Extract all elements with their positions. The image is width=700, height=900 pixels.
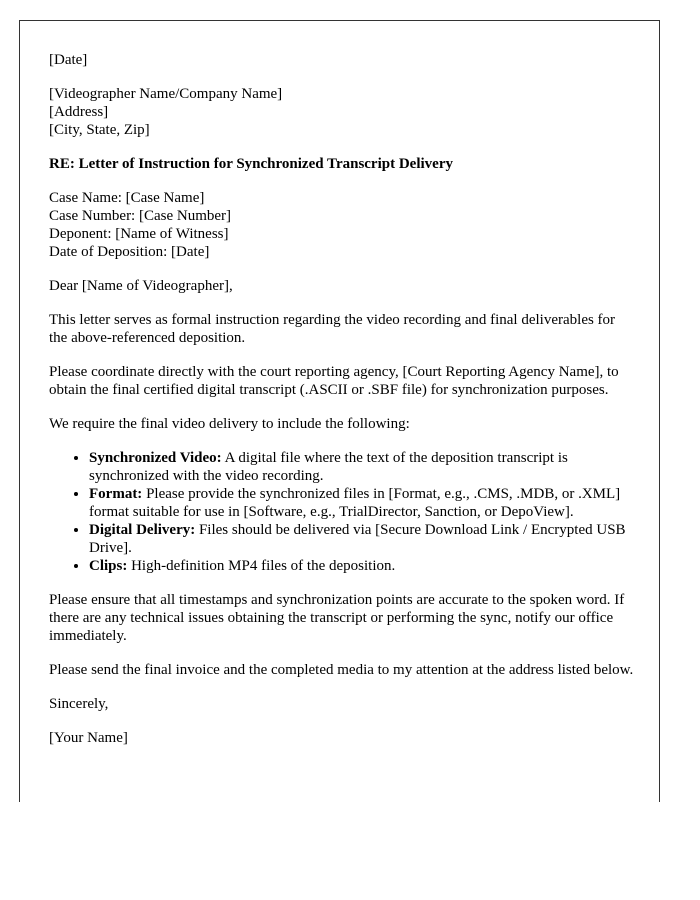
item-text: High-definition MP4 files of the deposition. — [127, 558, 396, 574]
case-info — [49, 189, 637, 261]
case-name: Case Name: [Case Name] — [49, 190, 205, 206]
signature: [Your Name] — [49, 730, 128, 746]
item-label: Digital Delivery: — [89, 522, 196, 538]
body-paragraph: Please coordinate directly with the court reporting agency, [Court Reporting Agency Name], to obtain the final certified digital transcript (.ASCII or .SBF file) for synchronization purposes. — [49, 364, 619, 398]
deposition-date: Date of Deposition: [Date] — [49, 244, 210, 260]
list-item — [89, 521, 637, 557]
subject-line — [49, 155, 637, 173]
requirements-list — [49, 449, 637, 575]
body-paragraph: Please ensure that all timestamps and synchronization points are accurate to the spoken word. If there are any technical issues obtaining the transcript or performing the sync, notify our office immediately. — [49, 592, 625, 644]
salutation: Dear [Name of Videographer], — [49, 278, 233, 294]
letter-date: [Date] — [49, 52, 88, 68]
recipient-block — [49, 85, 637, 139]
list-item — [89, 485, 637, 521]
item-label: Synchronized Video: — [89, 450, 222, 466]
deponent: Deponent: [Name of Witness] — [49, 226, 229, 242]
recipient-address: [Address] — [49, 104, 109, 120]
list-item — [89, 557, 637, 575]
item-text: Please provide the synchronized files in [Format, e.g., .CMS, .MDB, or .XML] format suitable for use in [Software, e.g., TrialDirector, Sanction, or DepoView]. — [89, 486, 621, 520]
subject-text: RE: Letter of Instruction for Synchronized Transcript Delivery — [49, 156, 453, 172]
body-paragraph: This letter serves as formal instruction regarding the video recording and final deliverables for the above-referenced deposition. — [49, 312, 616, 346]
case-number: Case Number: [Case Number] — [49, 208, 232, 224]
recipient-name: [Videographer Name/Company Name] — [49, 86, 283, 102]
item-label: Clips: — [89, 558, 128, 574]
list-item — [89, 449, 637, 485]
recipient-city: [City, State, Zip] — [49, 122, 150, 138]
item-text: Files should be delivered via [Secure Download Link / Encrypted USB Drive]. — [89, 522, 626, 556]
letter-page — [19, 20, 660, 802]
body-paragraph: Please send the final invoice and the completed media to my attention at the address listed below. — [49, 662, 634, 678]
item-label: Format: — [89, 486, 143, 502]
body-paragraph: We require the final video delivery to include the following: — [49, 416, 410, 432]
closing: Sincerely, — [49, 696, 109, 712]
item-text: A digital file where the text of the deposition transcript is synchronized with the video recording. — [89, 450, 568, 484]
